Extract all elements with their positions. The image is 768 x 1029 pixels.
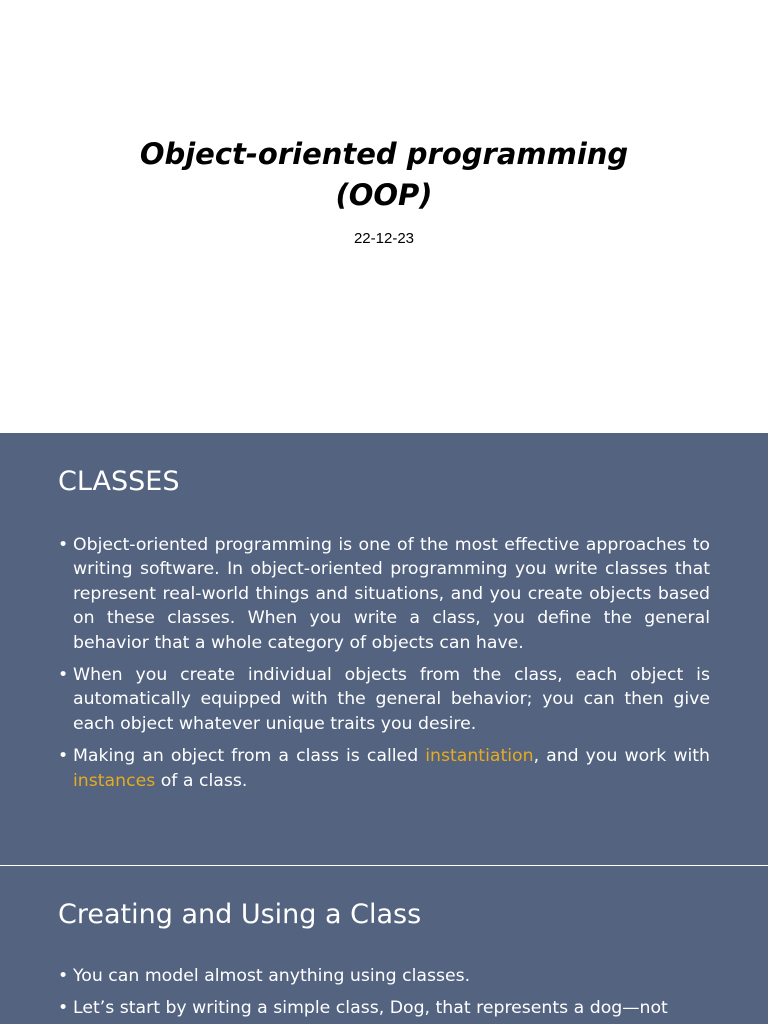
- classes-bullet-list: [58, 533, 710, 801]
- bullet-text-part: Making an object from a class is called: [73, 746, 426, 767]
- classes-slide: [0, 433, 768, 865]
- bullet-icon: •: [58, 998, 69, 1019]
- list-item: [58, 996, 710, 1020]
- bullet-text-part: , and you work with: [533, 746, 711, 767]
- creating-class-heading: Creating and Using a Class: [58, 899, 422, 930]
- creating-class-slide: [0, 866, 768, 1024]
- highlight-instances: instances: [73, 770, 156, 791]
- bullet-icon: •: [58, 535, 69, 555]
- bullet-text: You can model almost anything using classes.: [73, 966, 471, 986]
- highlight-instantiation: instantiation: [425, 746, 534, 767]
- bullet-text: When you create individual objects from the class, each object is automatically equipped with the general behavior; you can then give each object whatever unique traits you desire.: [73, 665, 710, 734]
- bullet-icon: •: [58, 665, 69, 686]
- slide-title-line-1: Object-oriented programming: [139, 137, 629, 171]
- classes-heading: CLASSES: [58, 466, 180, 497]
- slide-date: 22-12-23: [353, 230, 415, 247]
- list-item: [58, 964, 710, 988]
- bullet-icon: •: [58, 746, 69, 767]
- bullet-text: Let’s start by writing a simple class, Dog, that represents a dog—not: [73, 998, 668, 1019]
- bullet-text: Object-oriented programming is one of the most effective approaches to writing software. In object-oriented programming you write classes that represent real-world things and situations, and you create objects based on these classes. When you write a class, you define the general behavior that a whole category of objects can have.: [73, 535, 710, 653]
- creating-class-bullet-list: [58, 964, 710, 1029]
- slide-title: [0, 134, 768, 216]
- list-item: [58, 663, 710, 736]
- list-item: [58, 533, 710, 655]
- bullet-text-part: of a class.: [155, 770, 248, 791]
- title-slide: [0, 0, 768, 432]
- bullet-icon: •: [58, 966, 69, 986]
- list-item: [58, 744, 710, 793]
- slide-title-line-2: (OOP): [335, 178, 433, 212]
